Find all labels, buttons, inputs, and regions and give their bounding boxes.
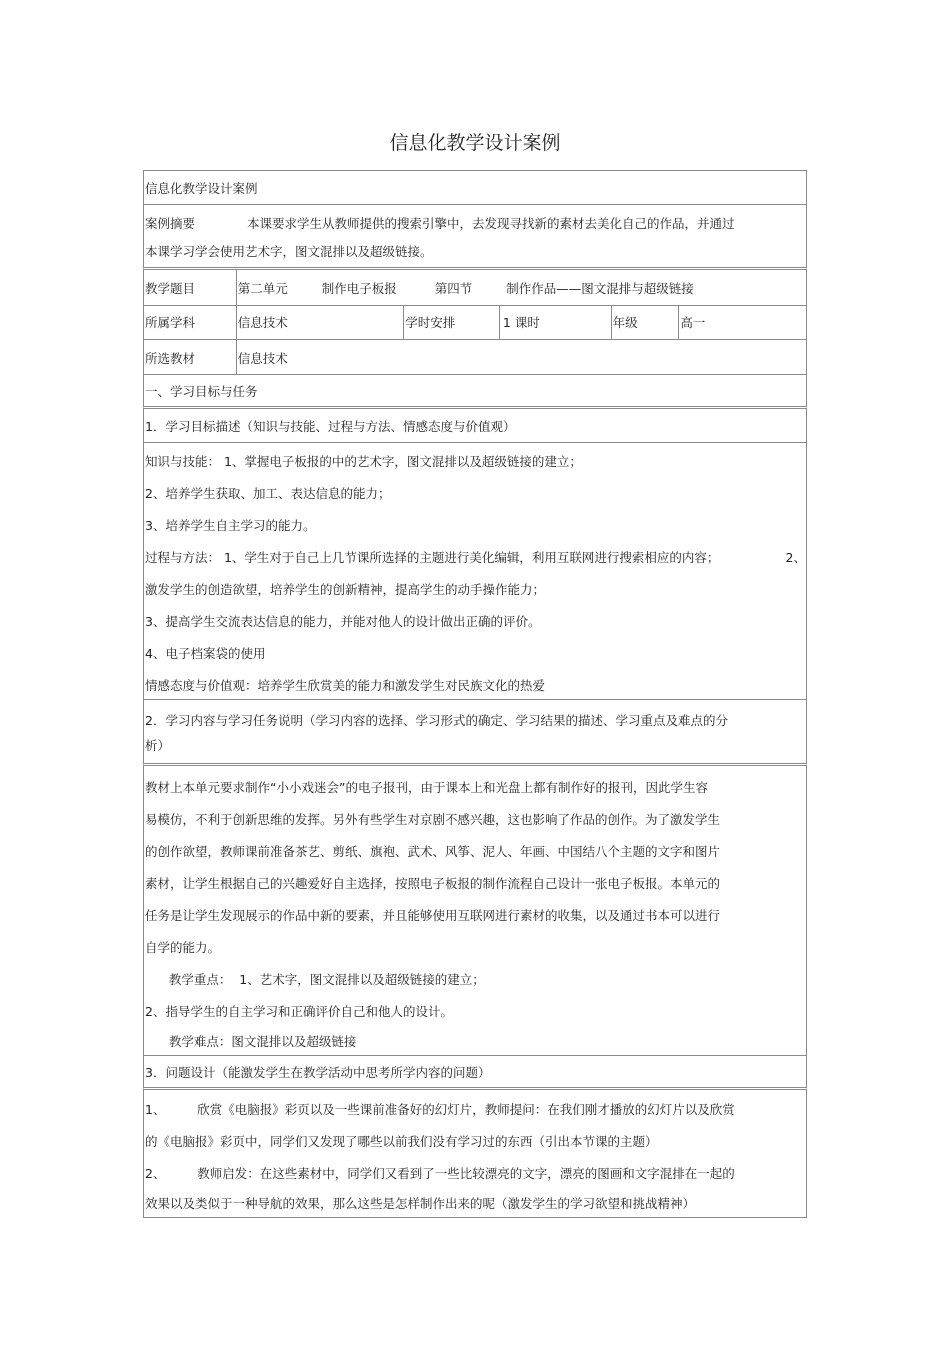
hours-value: 1 课时 — [499, 306, 611, 340]
questions-heading: 3．问题设计（能激发学生在教学活动中思考所学内容的问题） — [145, 1065, 491, 1080]
page-title: 信息化教学设计案例 — [389, 132, 561, 154]
content-heading-line1: 2．学习内容与学习任务说明（学习内容的选择、学习形式的确定、学习结果的描述、学习重点及难点的分 — [145, 713, 728, 728]
subject-label: 所属学科 — [145, 315, 196, 330]
goals-line: 3、培养学生自主学习的能力。 — [145, 518, 316, 533]
goals-line: 过程与方法： 1、学生对于自己上几节课所选择的主题进行美化编辑，利用互联网进行搜索相应的内容； — [145, 550, 720, 565]
section1-title: 一、学习目标与任务 — [145, 384, 258, 399]
questions-heading-row — [143, 1056, 807, 1090]
subject-value: 信息技术 — [236, 306, 403, 340]
content-line: 任务是让学生发现展示的作品中新的要素，并且能够使用互联网进行素材的收集，以及通过书本可以进行 — [145, 908, 721, 923]
goals-line: 4、电子档案袋的使用 — [145, 646, 266, 661]
content-line: 教学重点： 1、艺术字，图文混排以及超级链接的建立； — [145, 972, 485, 987]
grade-value: 高一 — [678, 306, 806, 340]
topic-section: 第四节 — [434, 281, 473, 296]
textbook-row — [143, 340, 807, 375]
content-line: 易模仿，不利于创新思维的发挥。另外有些学生对京剧不感兴趣，这也影响了作品的创作。为了激发学生 — [145, 812, 721, 827]
goals-heading-row — [143, 409, 807, 443]
summary-row — [143, 205, 807, 270]
topic-section-title: 制作作品——图文混排与超级链接 — [506, 281, 694, 296]
question-line: 1、 欣赏《电脑报》彩页以及一些课前准备好的幻灯片，教师提问：在我们刚才播放的幻灯片以及欣赏 — [145, 1102, 735, 1117]
topic-unit-title: 制作电子板报 — [321, 281, 397, 296]
summary-text-line2: 本课学习学会使用艺术字，图文混排以及超级链接。 — [145, 244, 433, 259]
hours-label: 学时安排 — [403, 306, 499, 340]
summary-text-line1: 本课要求学生从教师提供的搜索引擎中，去发现寻找新的素材去美化自己的作品，并通过 — [247, 216, 735, 231]
textbook-label: 所选教材 — [145, 351, 196, 366]
goals-line: 2、培养学生获取、加工、表达信息的能力； — [145, 486, 391, 501]
content-line: 的创作欲望，教师课前准备茶艺、剪纸、旗袍、武术、风筝、泥人、年画、中国结八个主题的文字和图片 — [145, 844, 721, 859]
question-line: 2、 教师启发：在这些素材中，同学们又看到了一些比较漂亮的文字，漂亮的图画和文字混排在一起的 — [145, 1166, 735, 1181]
goals-line: 3、提高学生交流表达信息的能力，并能对他人的设计做出正确的评价。 — [145, 614, 541, 629]
subject-row — [143, 306, 807, 340]
summary-label: 案例摘要 — [145, 216, 196, 231]
content-line: 自学的能力。 — [145, 940, 221, 955]
header-row — [143, 170, 807, 205]
topic-label: 教学题目 — [145, 281, 196, 296]
question-line: 效果以及类似于一种导航的效果，那么这些是怎样制作出来的呢（激发学生的学习欲望和挑战精神） — [145, 1196, 696, 1211]
goals-line: 情感态度与价值观：培养学生欣赏美的能力和激发学生对民族文化的热爱 — [145, 678, 546, 693]
header-row-text: 信息化教学设计案例 — [145, 181, 258, 196]
content-line: 教材上本单元要求制作“小小戏迷会”的电子报刊，由于课本上和光盘上都有制作好的报刊，因此学生容 — [145, 780, 708, 795]
topic-unit: 第二单元 — [237, 281, 288, 296]
section1-row — [143, 375, 807, 409]
topic-row — [143, 270, 807, 306]
question-line: 的《电脑报》彩页中，同学们又发现了哪些以前我们没有学习过的东西（引出本节课的主题） — [145, 1134, 658, 1149]
grade-label: 年级 — [611, 306, 679, 340]
content-body — [143, 766, 807, 1056]
document-table — [143, 170, 807, 1218]
goals-line: 激发学生的创造欲望，培养学生的创新精神，提高学生的动手操作能力； — [145, 582, 546, 597]
goals-heading: 1．学习目标描述（知识与技能、过程与方法、情感态度与价值观） — [145, 419, 516, 434]
content-line: 素材，让学生根据自己的兴趣爱好自主选择，按照电子板报的制作流程自己设计一张电子板报。本单元的 — [145, 876, 721, 891]
content-line: 2、指导学生的自主学习和正确评价自己和他人的设计。 — [145, 1004, 453, 1019]
questions-body — [143, 1090, 807, 1218]
content-heading-line2: 析） — [145, 738, 171, 753]
textbook-value: 信息技术 — [236, 340, 806, 375]
goals-body — [143, 443, 807, 700]
goals-line: 知识与技能： 1、掌握电子板报的中的艺术字，图文混排以及超级链接的建立； — [145, 454, 582, 469]
goals-trailing-number: 2、 — [785, 550, 806, 565]
content-heading-row — [143, 700, 807, 766]
content-line: 教学难点：图文混排以及超级链接 — [145, 1034, 357, 1049]
